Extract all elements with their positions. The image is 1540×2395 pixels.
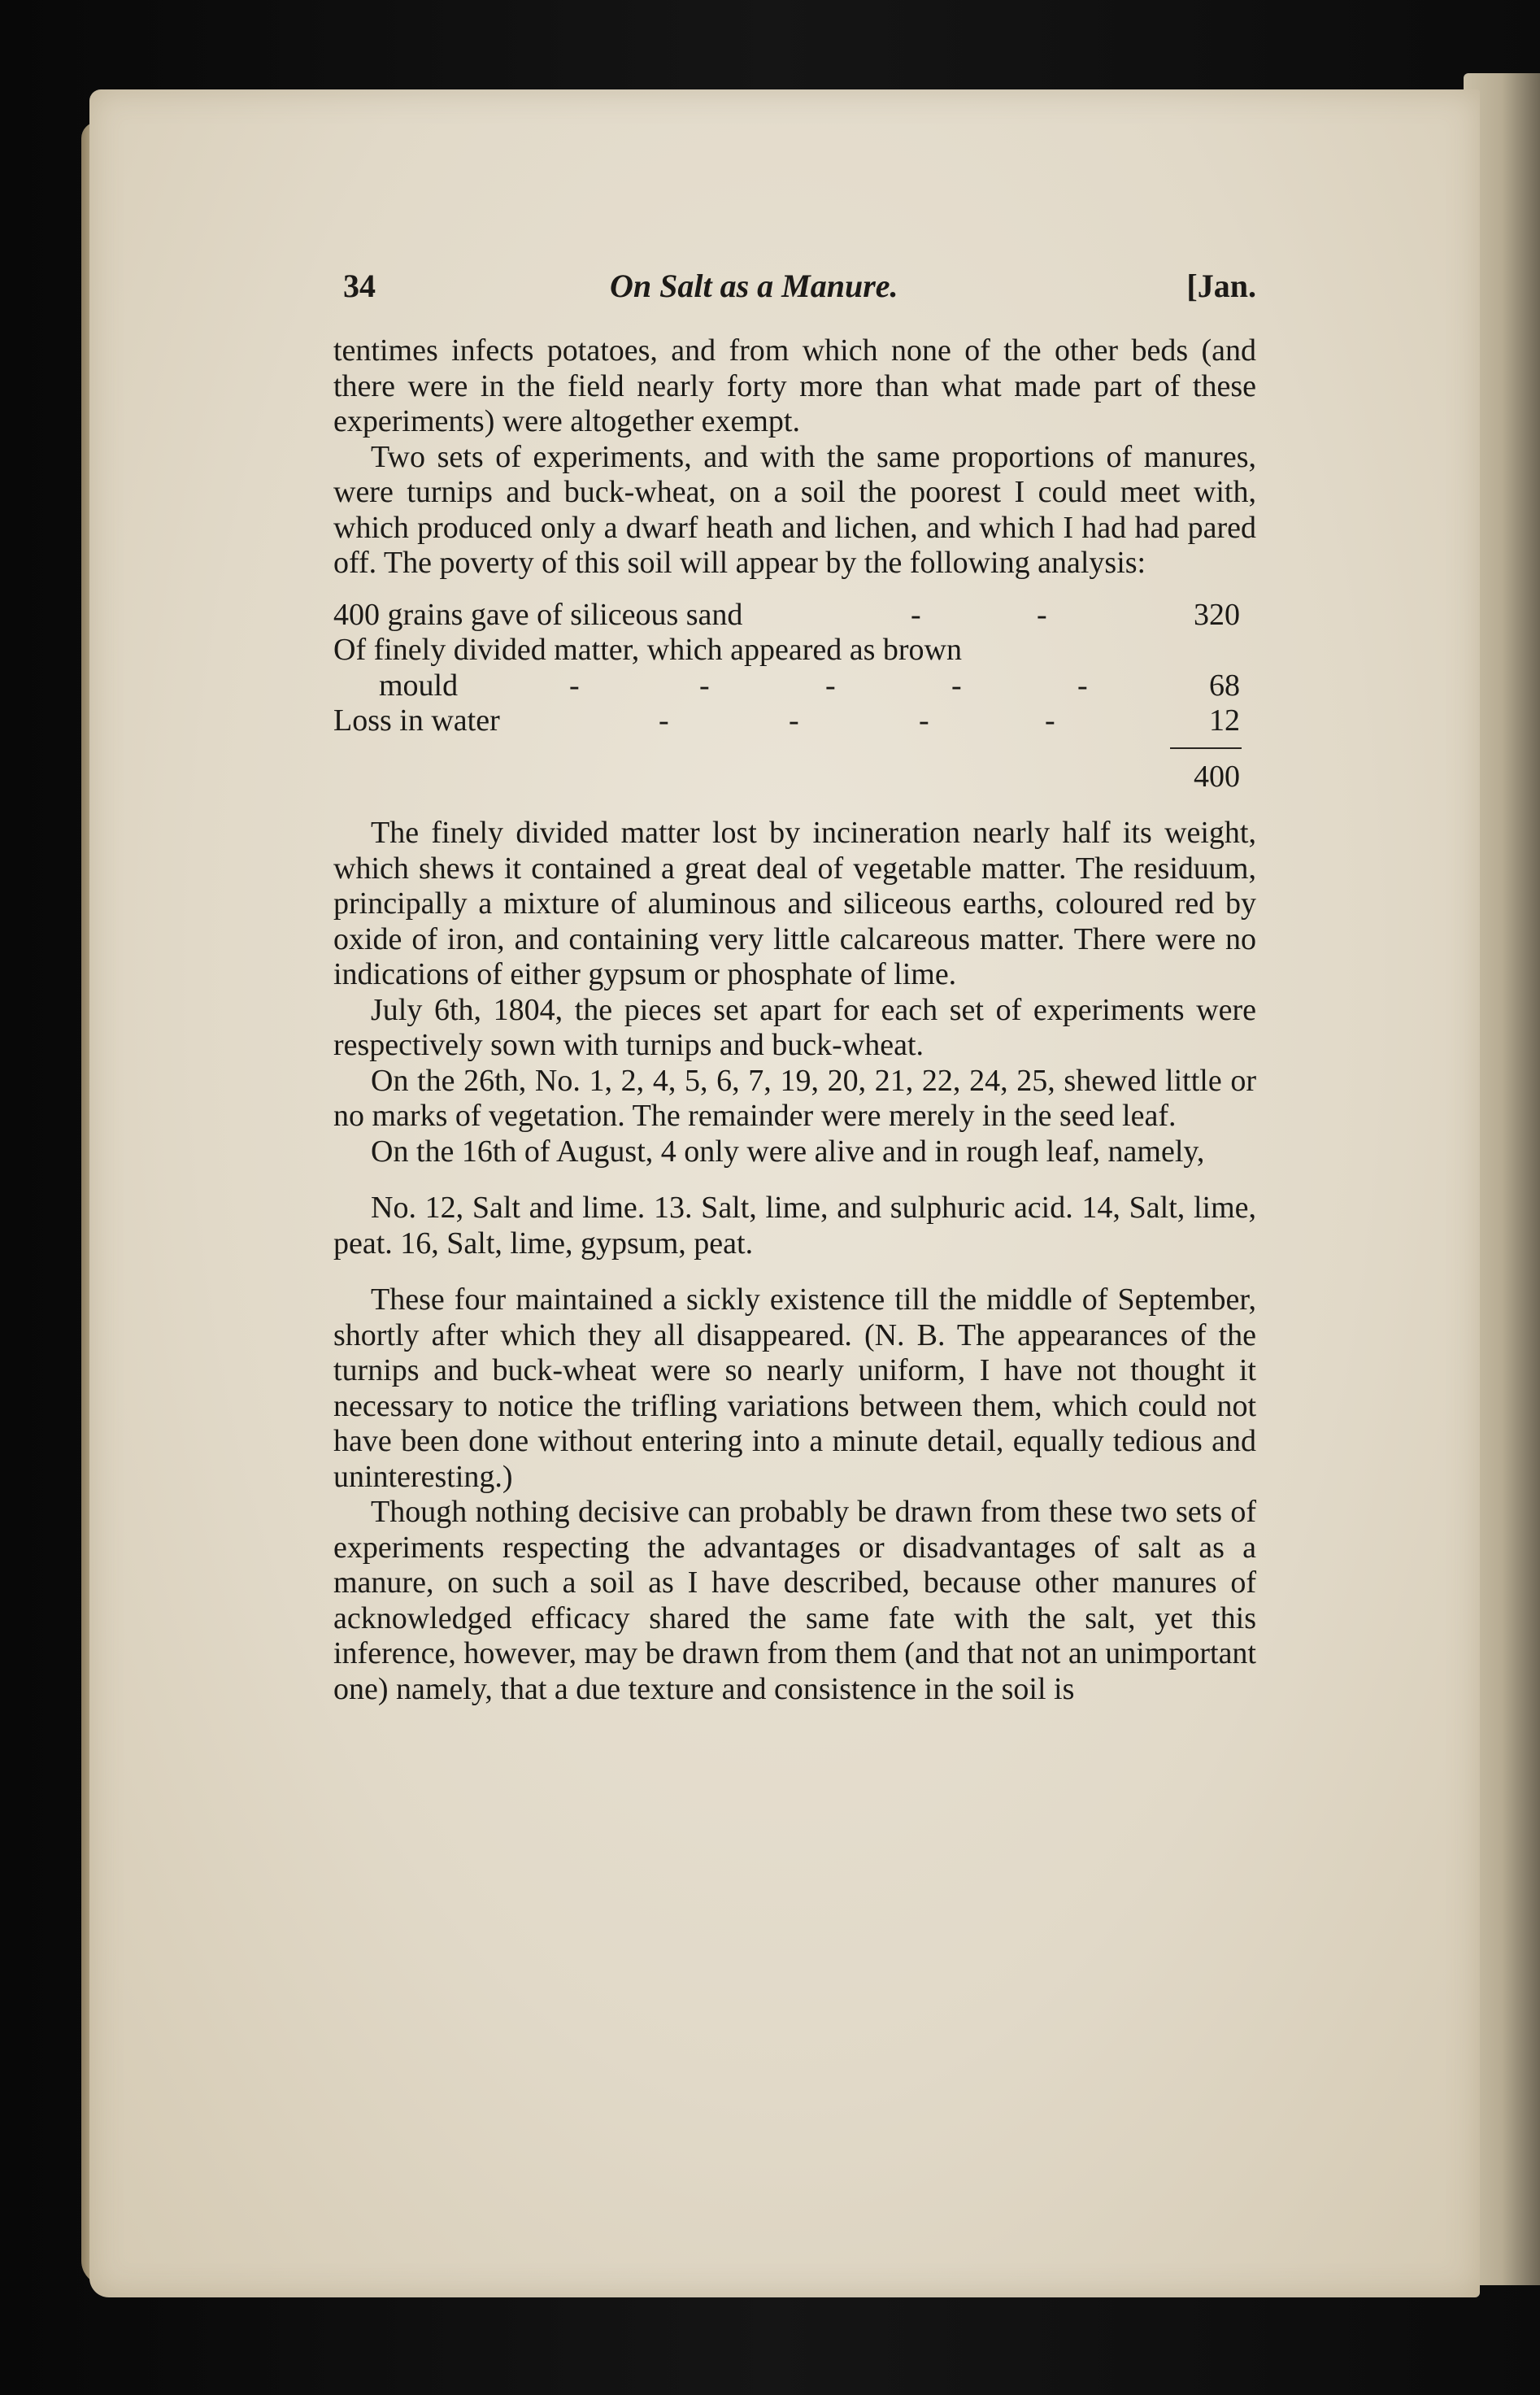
paragraph: Though nothing decisive can probably be drawn from these two sets of experiments respecting the advantages or disadvantages of salt as a manure, on such a soil as I have described, because other manures of acknowledged efficacy shared the same fate with the salt, yet this inference, however, may be drawn from them (and that not an unimportant one) namely, that a due texture and consistence in the soil is xyxy=(333,1495,1256,1706)
analysis-row xyxy=(333,598,1256,634)
analysis-value: 68 xyxy=(1209,668,1240,703)
analysis-label: mould xyxy=(379,668,459,703)
analysis-total: 400 xyxy=(1194,759,1240,794)
leader-dash: - xyxy=(919,703,929,738)
leader-dash: - xyxy=(825,668,836,703)
paragraph: tentimes infects potatoes, and from which none of the other beds (and there were in the field nearly forty more than what made part of these experiments) were altogether exempt. xyxy=(333,333,1256,438)
paragraph: On the 26th, No. 1, 2, 4, 5, 6, 7, 19, 20, 21, 22, 24, 25, shewed little or no marks of vegetation. The remainder were merely in the seed leaf. xyxy=(333,1063,1256,1133)
page-text xyxy=(333,268,1256,1707)
sum-rule xyxy=(333,739,1256,760)
leader-dash: - xyxy=(1037,597,1047,632)
paragraph: These four maintained a sickly existence till the middle of September, shortly after which they all disappeared. (N. B. The appearances of the turnips and buck-wheat were so nearly uniform, I have not thought it necessary to notice the trifling variations between them, which could not have been done without entering into a minute detail, equally tedious and uninteresting.) xyxy=(333,1282,1256,1494)
leader-dash: - xyxy=(659,703,669,738)
running-title: On Salt as a Manure. xyxy=(610,268,898,304)
running-header xyxy=(333,268,1256,309)
paragraph: The finely divided matter lost by incineration nearly half its weight, which shews it contained a great deal of vegetable matter. The residuum, principally a mixture of aluminous and siliceous earths, coloured red by oxide of iron, and containing very little calcareous matter. There were no indications of either gypsum or phosphate of lime. xyxy=(333,816,1256,991)
analysis-row xyxy=(333,703,1256,739)
leader-dash: - xyxy=(789,703,799,738)
leader-dash: - xyxy=(569,668,580,703)
analysis-value: 320 xyxy=(1194,597,1240,632)
analysis-value: 12 xyxy=(1209,703,1240,738)
leader-dash: - xyxy=(911,597,921,632)
analysis-label: 400 grains gave of siliceous sand xyxy=(333,597,743,632)
analysis-row xyxy=(333,633,1256,668)
leader-dash: - xyxy=(1077,668,1088,703)
analysis-label: Of finely divided matter, which appeared as brown xyxy=(333,633,962,667)
analysis-total-row xyxy=(333,760,1256,795)
paragraph: July 6th, 1804, the pieces set apart for each set of experiments were respectively sown with turnips and buck-wheat. xyxy=(333,992,1256,1062)
surviving-plots-list: No. 12, Salt and lime. 13. Salt, lime, and sulphuric acid. 14, Salt, lime, peat. 16, Salt, lime, gypsum, peat. xyxy=(333,1191,1256,1261)
leader-dash: - xyxy=(699,668,710,703)
leader-dash: - xyxy=(1045,703,1055,738)
analysis-label: Loss in water xyxy=(333,703,500,738)
soil-analysis-table xyxy=(333,598,1256,795)
analysis-row xyxy=(333,668,1256,704)
header-month: [Jan. xyxy=(1186,268,1256,304)
paragraph: On the 16th of August, 4 only were alive and in rough leaf, namely, xyxy=(371,1134,1205,1169)
page-number: 34 xyxy=(343,268,376,304)
leader-dash: - xyxy=(951,668,962,703)
paragraph: Two sets of experiments, and with the same proportions of manures, were turnips and buck-wheat, on a soil the poorest I could meet with, which produced only a dwarf heath and lichen, and which I had had pared off. The poverty of this soil will appear by the following analysis: xyxy=(333,439,1256,580)
